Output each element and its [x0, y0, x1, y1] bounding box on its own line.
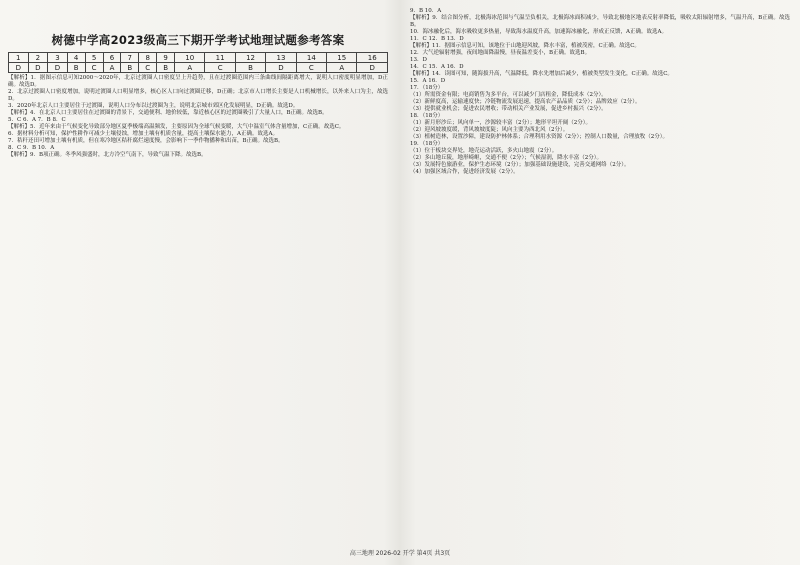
explanation-paragraph: （1）位于板块交界处，地壳运动活跃，多火山地震（2分）。 — [410, 148, 558, 154]
answer-number-cell: 13 — [266, 53, 296, 63]
explanation-paragraph: 【解析】9．B项正确。冬季风强盛时，北方冷空气南下，导致气温下降。故选B。 — [8, 152, 207, 158]
explanation-paragraph: 15．A 16．D — [410, 78, 446, 84]
explanation-paragraph: 5．C 6．A 7．B 8．C — [8, 117, 66, 123]
answer-letter-cell: C — [296, 63, 326, 73]
answer-letter-cell: D — [357, 63, 388, 73]
answer-number-cell: 5 — [85, 53, 103, 63]
right-column — [410, 8, 790, 533]
answer-number-cell: 11 — [205, 53, 235, 63]
explanation-paragraph: （1）新月形沙丘；风向单一，沙源较丰富（2分）；地形平坦开阔（2分）。 — [410, 120, 592, 126]
answer-number-cell: 12 — [235, 53, 265, 63]
answer-letter-cell: D — [266, 63, 296, 73]
explanation-paragraph: 9．B 10．A — [410, 8, 442, 14]
explanation-paragraph: 【解析】11．据图示信息可知，该地位于山地迎风坡，降水丰富，植被茂密，C正确。故选C。 — [410, 43, 640, 49]
answer-letter-cell: B — [67, 63, 85, 73]
answer-number-cell: 2 — [28, 53, 48, 63]
answer-number-row — [9, 53, 388, 63]
answer-number-cell: 10 — [175, 53, 205, 63]
answer-number-cell: 14 — [296, 53, 326, 63]
answer-letter-cell: C — [139, 63, 157, 73]
answer-letter-cell: A — [103, 63, 121, 73]
explanation-paragraph: （2）多山地丘陵，地形崎岖，交通不便（2分）；气候湿润，降水丰富（2分）。 — [410, 155, 603, 161]
answer-letter-cell: D — [48, 63, 68, 73]
answer-number-cell: 15 — [327, 53, 357, 63]
explanation-paragraph: 6．据材料分析可知，保护性耕作可减少土壤侵蚀，增加土壤有机质含量，提高土壤保水能力，A正确。故选A。 — [8, 131, 278, 137]
explanation-paragraph: （3）提供就业机会；促进农民增收；带动相关产业发展，促进乡村振兴（2分）。 — [410, 106, 607, 112]
answer-number-cell: 3 — [48, 53, 68, 63]
left-explanations — [8, 75, 388, 159]
answer-number-cell: 6 — [103, 53, 121, 63]
explanation-paragraph: 11．C 12．B 13．D — [410, 36, 464, 42]
answer-number-cell: 1 — [9, 53, 29, 63]
explanation-paragraph: （3）发展特色旅游业，保护生态环境（2分）；加强基础设施建设，完善交通网络（2分）。 — [410, 162, 630, 168]
left-column — [8, 8, 388, 553]
answer-number-cell: 9 — [157, 53, 175, 63]
explanation-paragraph: 3．2020年北京人口主要居住于过渡圈，说明人口分布以过渡圈为主，说明北京城市郊区化发展明显，D正确。故选D。 — [8, 103, 299, 109]
answer-letter-cell: D — [9, 63, 29, 73]
page-title: 树德中学高2023级高三下期开学考试地理试题参考答案 — [51, 33, 345, 47]
explanation-paragraph: （3）植树造林，设置沙障，建设防护林体系；合理利用水资源（2分）；控制人口数量，合理放牧（2分）。 — [410, 134, 669, 140]
explanation-paragraph: 14．C 15．A 16．D — [410, 64, 464, 70]
explanation-paragraph: 【解析】4．在北京人口主要居住在过渡圈的背景下，交通便利、地价较低，靠近核心区的过渡圈吸引了大量人口，B正确。故选B。 — [8, 110, 328, 116]
answer-number-cell: 4 — [67, 53, 85, 63]
answer-table — [8, 52, 388, 73]
answer-letter-cell: A — [327, 63, 357, 73]
answer-letter-row — [9, 63, 388, 73]
explanation-paragraph: 【解析】9．结合图分析，北极海冰范围与气温呈负相关，北极海冰面积减少，导致北极地区地表反射率降低，吸收太阳辐射增多，气温升高，B正确。故选B。 — [410, 15, 790, 28]
explanation-paragraph: 13．D — [410, 57, 427, 63]
answer-letter-cell: B — [157, 63, 175, 73]
right-explanations — [410, 8, 790, 176]
answer-letter-cell: B — [235, 63, 265, 73]
explanation-paragraph: 18．（18分） — [410, 113, 444, 119]
answer-number-cell: 8 — [139, 53, 157, 63]
explanation-paragraph: （2）新鲜度高，运输速度快；冷链物流发展迅速，提高农产品品质（2分）；品牌效应（2分）。 — [410, 99, 641, 105]
explanation-paragraph: （4）加强区域合作，促进经济发展（2分）。 — [410, 169, 519, 175]
explanation-paragraph: 7．秸秆还田可增加土壤有机质，但在寒冷地区秸秆腐烂速度慢，会影响下一季作物播种和出苗，B正确。故选B。 — [8, 138, 284, 144]
answer-letter-cell: B — [121, 63, 139, 73]
explanation-paragraph: 【解析】14．读图可知，随海拔升高，气温降低，降水先增加后减少，植被类型发生变化，C正确。故选C。 — [410, 71, 673, 77]
answer-number-cell: 7 — [121, 53, 139, 63]
answer-letter-cell: D — [28, 63, 48, 73]
answer-letter-cell: A — [175, 63, 205, 73]
answer-letter-cell: C — [205, 63, 235, 73]
explanation-paragraph: 10．海冰融化后，海水吸收更多热量，导致海水温度升高，加速海冰融化，形成正反馈，A正确。故选A。 — [410, 29, 667, 35]
explanation-paragraph: （1）所需资金有限；电商销售为多平台，可以减少门店租金，降低成本（2分）。 — [410, 92, 607, 98]
explanation-paragraph: 【解析】5．近年来由于气候变化导致部分地区夏季极端高温频发，主要原因为全球气候变暖，大气中温室气体含量增加，C正确。故选C。 — [8, 124, 345, 130]
explanation-paragraph: 12．大气逆辐射增强，夜间地面降温慢，昼夜温差变小，B正确。故选B。 — [410, 50, 591, 56]
explanation-paragraph: 2．北京过渡圈人口密度增加，说明过渡圈人口明显增多，核心区人口向过渡圈迁移，D正确；北京市人口增长主要是人口机械增长，以外来人口为主，故选D。 — [8, 89, 388, 102]
explanation-paragraph: 19．（18分） — [410, 141, 444, 147]
explanation-paragraph: （2）迎风坡坡度缓，背风坡坡度陡；风向主要为西北风（2分）。 — [410, 127, 569, 133]
explanation-paragraph: 【解析】1．据图示信息可知2000～2020年，北京过渡圈人口密度呈上升趋势，且在过渡圈范围内三条曲线间隔距离增大，说明人口密度明显增加，D正确。故选D。 — [8, 75, 388, 88]
answer-number-cell: 16 — [357, 53, 388, 63]
answer-letter-cell: C — [85, 63, 103, 73]
explanation-paragraph: 8．C 9．B 10．A — [8, 145, 55, 151]
page-footer: 高三地理 2026-02 开学 第4页 共3页 — [349, 550, 451, 557]
explanation-paragraph: 17．（18分） — [410, 85, 444, 91]
